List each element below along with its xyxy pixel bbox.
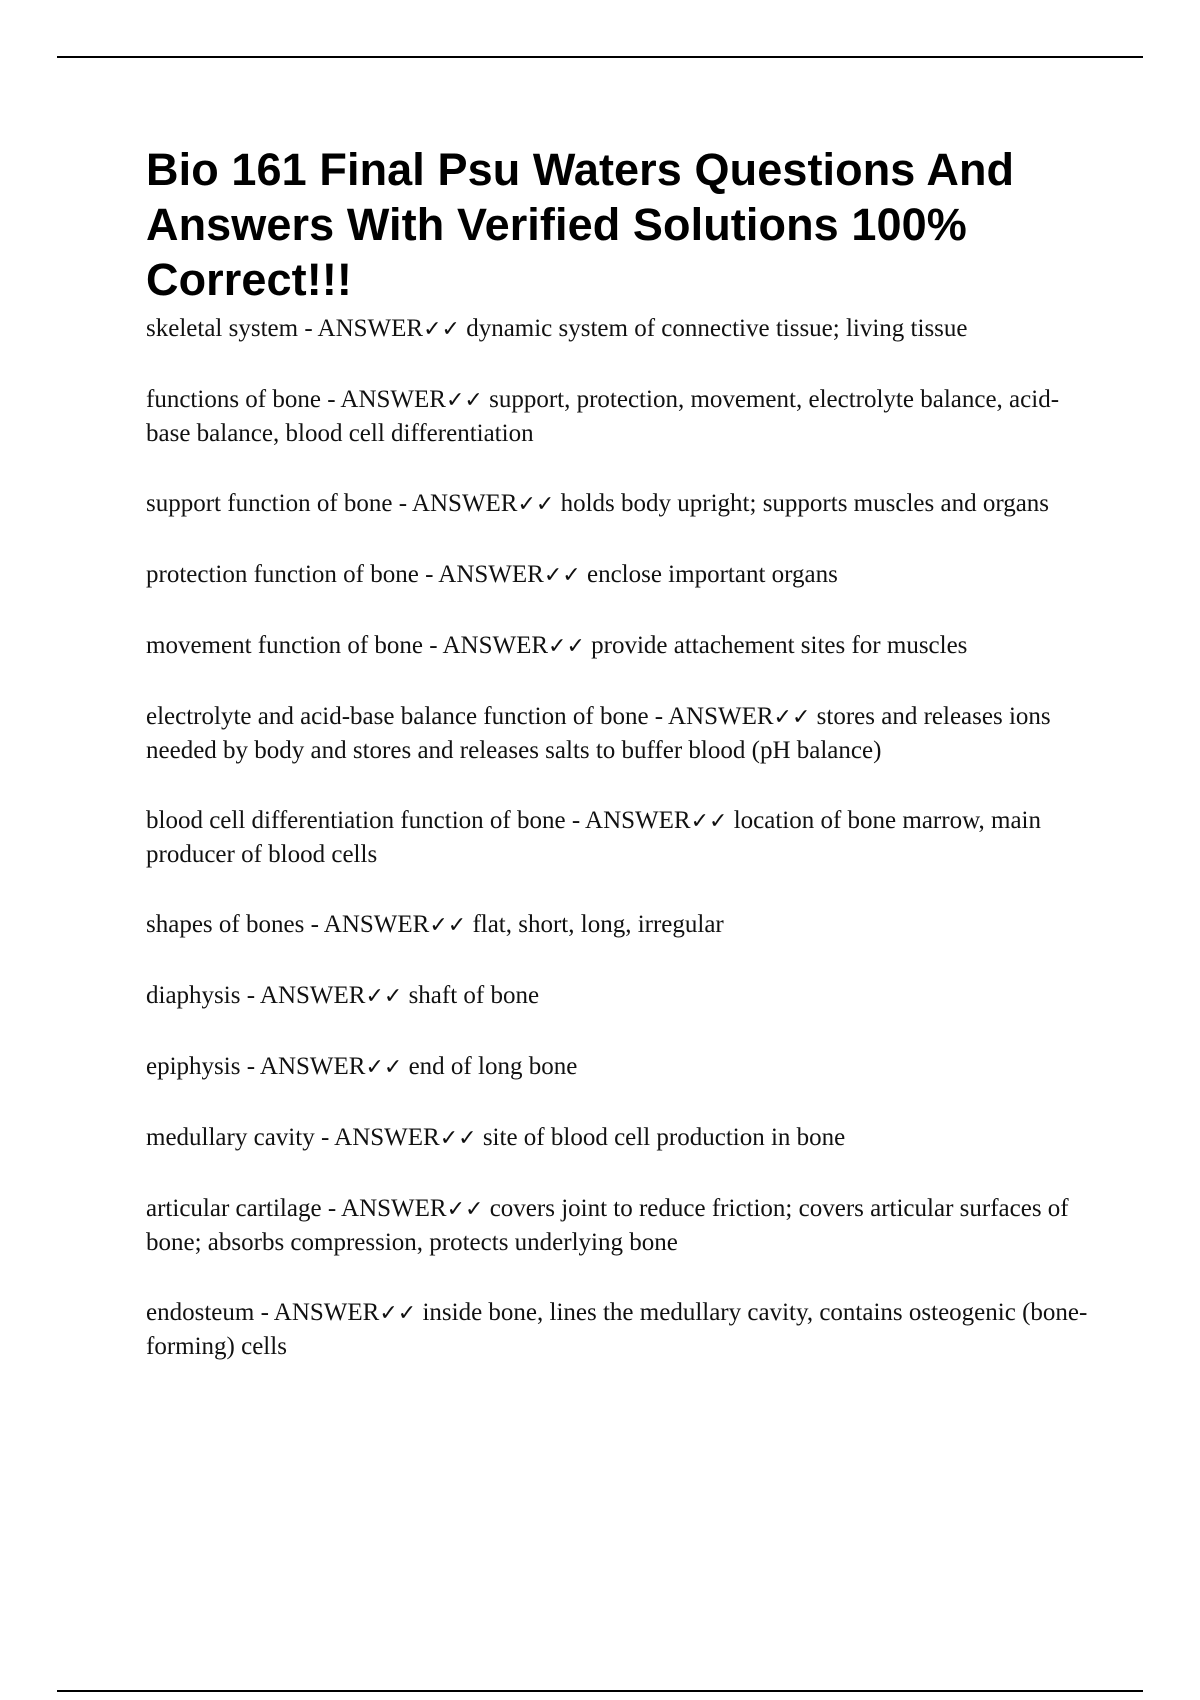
qa-term: medullary cavity xyxy=(146,1124,315,1151)
qa-item xyxy=(146,1296,1096,1363)
answer-marker: - ANSWER xyxy=(310,911,430,938)
check-icon: ✓✓ xyxy=(429,913,467,938)
qa-answer: flat, short, long, irregular xyxy=(472,911,724,938)
qa-item xyxy=(146,908,1096,942)
qa-answer: dynamic system of connective tissue; living tissue xyxy=(466,315,968,342)
check-icon: ✓✓ xyxy=(439,1126,477,1151)
answer-marker: - ANSWER xyxy=(246,982,366,1009)
answer-marker: - ANSWER xyxy=(398,490,518,517)
qa-answer: end of long bone xyxy=(408,1053,578,1080)
qa-item xyxy=(146,1121,1096,1155)
qa-term: shapes of bones xyxy=(146,911,305,938)
qa-item xyxy=(146,629,1096,663)
check-icon: ✓✓ xyxy=(365,984,403,1009)
header-rule xyxy=(57,56,1143,58)
qa-term: endosteum xyxy=(146,1299,255,1326)
qa-answer: provide attachement sites for muscles xyxy=(591,632,968,659)
check-icon: ✓✓ xyxy=(423,317,460,342)
qa-answer: site of blood cell production in bone xyxy=(482,1124,846,1151)
answer-marker: - ANSWER xyxy=(654,703,774,730)
qa-item xyxy=(146,1192,1096,1259)
footer-rule xyxy=(57,1690,1143,1692)
document-body xyxy=(146,142,1096,1400)
qa-answer: covers joint to reduce friction; covers articular surfaces of bone; absorbs compression, protects underlying bone xyxy=(146,1195,1069,1256)
check-icon: ✓✓ xyxy=(445,388,483,413)
qa-term: electrolyte and acid-base balance function of bone xyxy=(146,703,649,730)
qa-item xyxy=(146,487,1096,521)
answer-marker: - ANSWER xyxy=(327,1195,447,1222)
answer-marker: - ANSWER xyxy=(327,386,446,413)
qa-item xyxy=(146,383,1096,450)
answer-marker: - ANSWER xyxy=(425,561,544,588)
qa-item xyxy=(146,312,1096,346)
check-icon: ✓✓ xyxy=(446,1197,484,1222)
qa-answer: shaft of bone xyxy=(408,982,540,1009)
qa-item xyxy=(146,979,1096,1013)
qa-item xyxy=(146,558,1096,592)
qa-term: skeletal system xyxy=(146,315,299,342)
qa-term: movement function of bone xyxy=(146,632,424,659)
check-icon: ✓✓ xyxy=(773,705,811,730)
qa-term: articular cartilage xyxy=(146,1195,322,1222)
qa-item xyxy=(146,1050,1096,1084)
qa-item xyxy=(146,804,1096,871)
qa-term: epiphysis xyxy=(146,1053,241,1080)
check-icon: ✓✓ xyxy=(517,492,555,517)
check-icon: ✓✓ xyxy=(379,1301,417,1326)
qa-answer: stores and releases ions needed by body and stores and releases salts to buffer blood (pH balance) xyxy=(146,703,1051,764)
answer-marker: - ANSWER xyxy=(246,1053,366,1080)
qa-answer: inside bone, lines the medullary cavity, contains osteogenic (bone-forming) cells xyxy=(146,1299,1088,1360)
answer-marker: - ANSWER xyxy=(304,315,424,342)
qa-answer: location of bone marrow, main producer of blood cells xyxy=(146,807,1041,868)
qa-answer: holds body upright; supports muscles and organs xyxy=(560,490,1050,517)
qa-term: blood cell differentiation function of bone xyxy=(146,807,566,834)
answer-marker: - ANSWER xyxy=(320,1124,440,1151)
check-icon: ✓✓ xyxy=(690,809,728,834)
check-icon: ✓✓ xyxy=(548,634,585,659)
qa-answer: support, protection, movement, electrolyte balance, acid-base balance, blood cell differentiation xyxy=(146,386,1060,447)
qa-term: support function of bone xyxy=(146,490,393,517)
document-title: Bio 161 Final Psu Waters Questions And Answers With Verified Solutions 100% Correct!!! xyxy=(146,144,1015,305)
qa-term: functions of bone xyxy=(146,386,321,413)
qa-answer: enclose important organs xyxy=(586,561,838,588)
answer-marker: - ANSWER xyxy=(429,632,549,659)
check-icon: ✓✓ xyxy=(543,563,581,588)
qa-term: protection function of bone xyxy=(146,561,419,588)
qa-list xyxy=(146,312,1096,1363)
check-icon: ✓✓ xyxy=(365,1055,403,1080)
qa-term: diaphysis xyxy=(146,982,241,1009)
answer-marker: - ANSWER xyxy=(571,807,691,834)
answer-marker: - ANSWER xyxy=(260,1299,380,1326)
qa-item xyxy=(146,700,1096,767)
